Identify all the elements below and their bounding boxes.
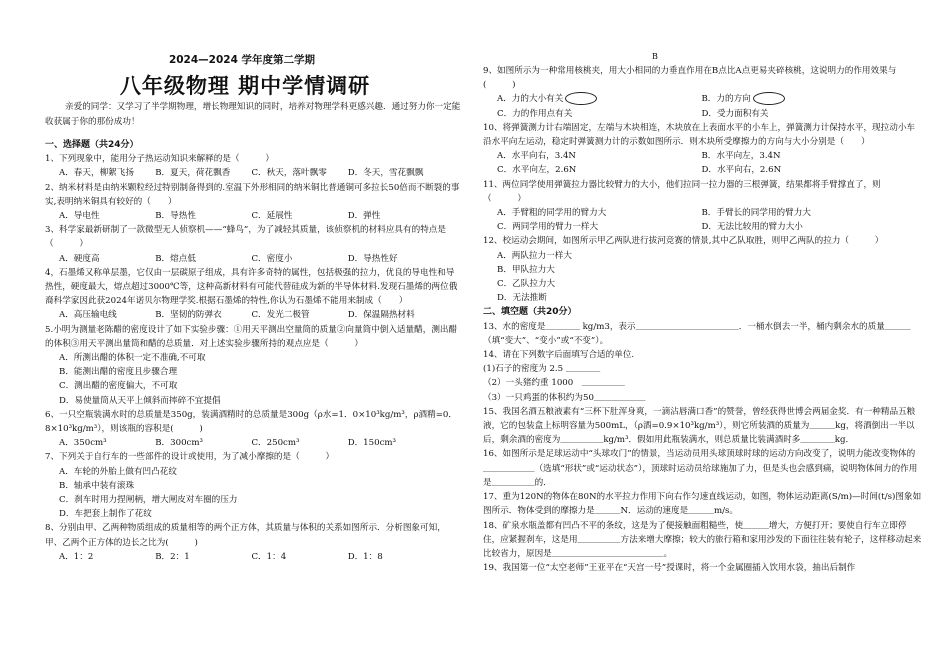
option: D．易使量筒从天平上倾斜而摔碎不宜提倡 [59,395,221,406]
option: D．水平向右，2.6N [701,165,782,176]
question-2: 2、纳米材料是由纳米颗粒经过特别制备得到的.室温下外形相同的纳米铜比普通铜可多拉长50倍而不断裂的事实,表明纳米铜具有较好的（ ） [45,182,460,207]
question-14c: （3）一只鸡蛋的体积约为50＿＿＿＿＿＿ [483,392,646,403]
option: A．高压输电线 [59,310,117,321]
option: D．冬天，雪花飘飘 [347,168,424,179]
option: A．硬度高 [59,253,100,264]
question-10: 10、将弹簧测力计右端固定，左端与木块相连，木块放在上表面水平的小车上，弹簧测力计保持水平，现拉动小车沿水平向左运动，稳定时弹簧测力计的示数如图所示．则木块所受摩擦力的方向与大小分别是（ ） [483,122,916,148]
option: D．弹性 [347,211,381,222]
question-14: 14、请在下列数字后面填写合适的单位. [483,350,635,361]
option: D．无法推断 [497,293,547,304]
option: C．延展性 [251,211,293,222]
option: B．夏天，荷花飘香 [155,168,231,179]
question-5: 5.小明为测量老陈醋的密度设计了如下实验步骤：①用天平测出空量筒的质量②向量筒中倒入适量醋，测出醋的体积③用天平测出量筒和醋的总质量．对上述实验步骤所持的观点应是（ ） [45,324,458,349]
option: D．受力面积有关 [701,108,769,119]
question-16: 16、如图所示是足球运动中“头球攻门”的情景，当运动员用头球顶球时球的运动方向改变了，说明力能改变物体的＿＿＿＿＿＿（选填“形状”或“运动状态”），顶球时运动员给球施加了力，但是头也会感到痛，说明物体间力的作用是＿＿＿＿＿的． [483,449,918,488]
option: C．水平向左，2.6N [497,165,577,176]
option: C．秋天，落叶飘零 [251,168,327,179]
question-9-options [483,92,923,120]
option: B．300cm³ [155,438,203,449]
question-7: 7、下列关于自行车的一些部件的设计或使用，为了减小摩擦的是（ ） [45,452,335,463]
option: C．力的作用点有关 [497,108,573,119]
school-year: 2024—2024 学年度第二学期 [168,54,316,66]
option: B．水平向左，3.4N [701,151,781,162]
question-17: 17、重为120N的物体在80N的水平拉力作用下向右作匀速直线运动，如图，物体运动距离(S/m)—时间(t/s)图象如图所示．物体受到的摩擦力是＿＿＿N．运动的速度是＿＿＿m/s。 [483,492,922,517]
question-3: 3、科学家最新研制了一款微型无人侦察机——“蜂鸟”，为了减轻其质量，该侦察机的材料应具有的特点是（ ） [45,225,446,250]
option: A．车轮的外胎上做有凹凸花纹 [59,466,177,477]
question-8-options [45,550,460,564]
question-4-options [45,308,460,322]
question-6: 6、一只空瓶装满水时的总质量是350g，装满酒精时的总质量是300g（ρ水=1．0×10³kg/m³，ρ酒精=0．8×10³kg/m³），则该瓶的容积是( ) [45,409,457,435]
question-9: 9、如图所示为一种常用核桃夹，用大小相同的力垂直作用在B点比A点更易夹碎核桃，这说明力的作用效果与( ) [483,66,897,91]
option: B．熔点低 [155,253,196,264]
option: C．测出醋的密度偏大，不可取 [59,381,178,392]
question-7-options [45,465,460,522]
option: B．手臂长的同学用的臂力大 [701,208,811,219]
figure-oval [565,92,597,105]
question-13: 13、水的密度是＿＿＿＿ kg/m3，表示＿＿＿＿＿＿＿＿＿＿＿＿．一桶水倒去一半，桶内剩余水的质量＿＿＿（填“变大”、“变小”或“不变”）。 [483,321,911,346]
question-5-options [45,351,460,408]
intro-text: 亲爱的同学：又学习了半学期物理，增长物理知识的同时，培养对物理学科更感兴趣．通过努力你一定能收获属于你的那份成功！ [45,102,461,127]
option: C．1：4 [251,551,287,562]
option: B．力的方向 [701,92,905,106]
option: A．所测出醋的体积一定不准确,不可取 [59,353,206,364]
question-18: 18、矿泉水瓶盖都有凹凸不平的条纹，这是为了便接触面粗糙些，使＿＿＿增大，方便打开；要使自行车立即停住，应紧握刹车，这是用＿＿＿＿＿方法来增大摩擦；较大的旅行箱和家用沙发的下面往往装有轮子，这样移动起来比较省力，原因是＿＿＿＿＿＿＿＿＿＿＿＿＿。 [483,520,922,559]
option: B．能测出醋的密度且步骤合理 [59,367,178,378]
option: C．刹车时用力捏闸柄，增大闸皮对车圈的压力 [59,495,238,506]
option: B．2：1 [155,551,190,562]
option: C．密度小 [251,253,293,264]
question-3-options [45,252,460,266]
question-14a: (1)石子的密度为 2.5 ＿＿＿＿ [483,364,601,375]
option: C．两同学用的臂力一样大 [497,222,599,233]
page-title: 八年级物理 期中学情调研 [119,74,371,98]
question-12-options [483,249,923,306]
option: B．导热性 [155,211,196,222]
question-6-options [45,436,460,450]
option: D．1：8 [347,551,383,562]
question-1: 1、下列现象中，能用分子热运动知识来解释的是（ ） [45,154,274,165]
option: A．水平向右，3.4N [497,151,576,162]
figure-label-b: B [652,52,658,61]
question-8: 8、分别由甲、乙两种物质组成的质量相等的两个正方体，其质量与体积的关系如图所示．分析图象可知，甲、乙两个正方体的边长之比为( ) [45,523,446,548]
question-12: 12、校运动会期间，如图所示甲乙两队进行拔河竞赛的情景,其中乙队取胜，则甲乙两队的拉力（ ） [483,236,884,247]
option: C．250cm³ [251,438,300,449]
option: B．轴承中装有滚珠 [59,480,135,491]
question-19: 19、我国第一位“太空老师”王亚平在“天宫一号”授课时，将一个金属圈插入饮用水袋，抽出后制作 [483,563,856,574]
option: A．350cm³ [59,438,107,449]
option: B．甲队拉力大 [497,264,555,275]
option: A．手臂粗的同学用的臂力大 [497,208,607,219]
option: C．乙队拉力大 [497,279,556,290]
section-fill-title: 二、填空题（共20分） [483,307,577,318]
option: D．无法比较用的臂力大小 [701,222,803,233]
option: D．保温隔热材料 [347,310,415,321]
left-column [45,138,460,564]
option: A．导电性 [59,211,100,222]
option: B．坚韧的防弹衣 [155,310,222,321]
option: D．导热性好 [347,253,398,264]
question-11: 11、两位同学使用弹簧拉力器比较臂力的大小，他们拉同一拉力器的三根弹簧，结果都将手臂撑直了，则 （ ） [483,179,890,204]
section-choice-title: 一、选择题（共24分） [45,140,139,150]
right-column [483,64,923,575]
option: C．发光二极管 [251,310,310,321]
question-2-options [45,209,460,223]
option: A．1：2 [59,551,94,562]
option: D．车把套上制作了花纹 [59,509,152,520]
figure-oval [753,92,785,105]
option: A．春天，柳絮飞扬 [59,168,134,179]
question-11-options [483,206,923,234]
option: A．两队拉力一样大 [497,250,572,261]
question-15: 15、我国名酒五粮液素有“三杯下肚浑身爽，一滴沾唇满口香”的赞誉，曾经获得世博会两届金奖．有一种精品五粮液，它的包装盒上标明容量为500mL，（ρ酒=0.9×10³kg/m³），则它所装酒的质量为＿＿＿kg，将酒倒出一半以后，剩余酒的密度为＿＿＿＿＿kg/m³．假如用此瓶装满水，则总质量比装满酒时多＿＿＿＿kg． [483,406,916,446]
question-4: 4，石墨烯又称单层墨，它仅由一层碳原子组成，具有许多奇特的属性，包括极强的拉力，优良的导电性和导热性，硬度最大，熔点超过3000℃等，这种高新材料有可能代替硅成为新的半导体材料.发现石墨烯的两位俄裔科学家因此获2024年诺贝尔物理学奖.根据石墨烯的特性,你认为石墨烯不能用来制成（ ） [45,267,458,307]
question-14b: （2）一头猪约重 1000 ＿＿＿＿＿ [483,378,625,389]
option: A．力的大小有关 [497,92,701,106]
question-1-options [45,166,460,180]
question-10-options [483,149,923,177]
option: D．150cm³ [347,438,396,449]
